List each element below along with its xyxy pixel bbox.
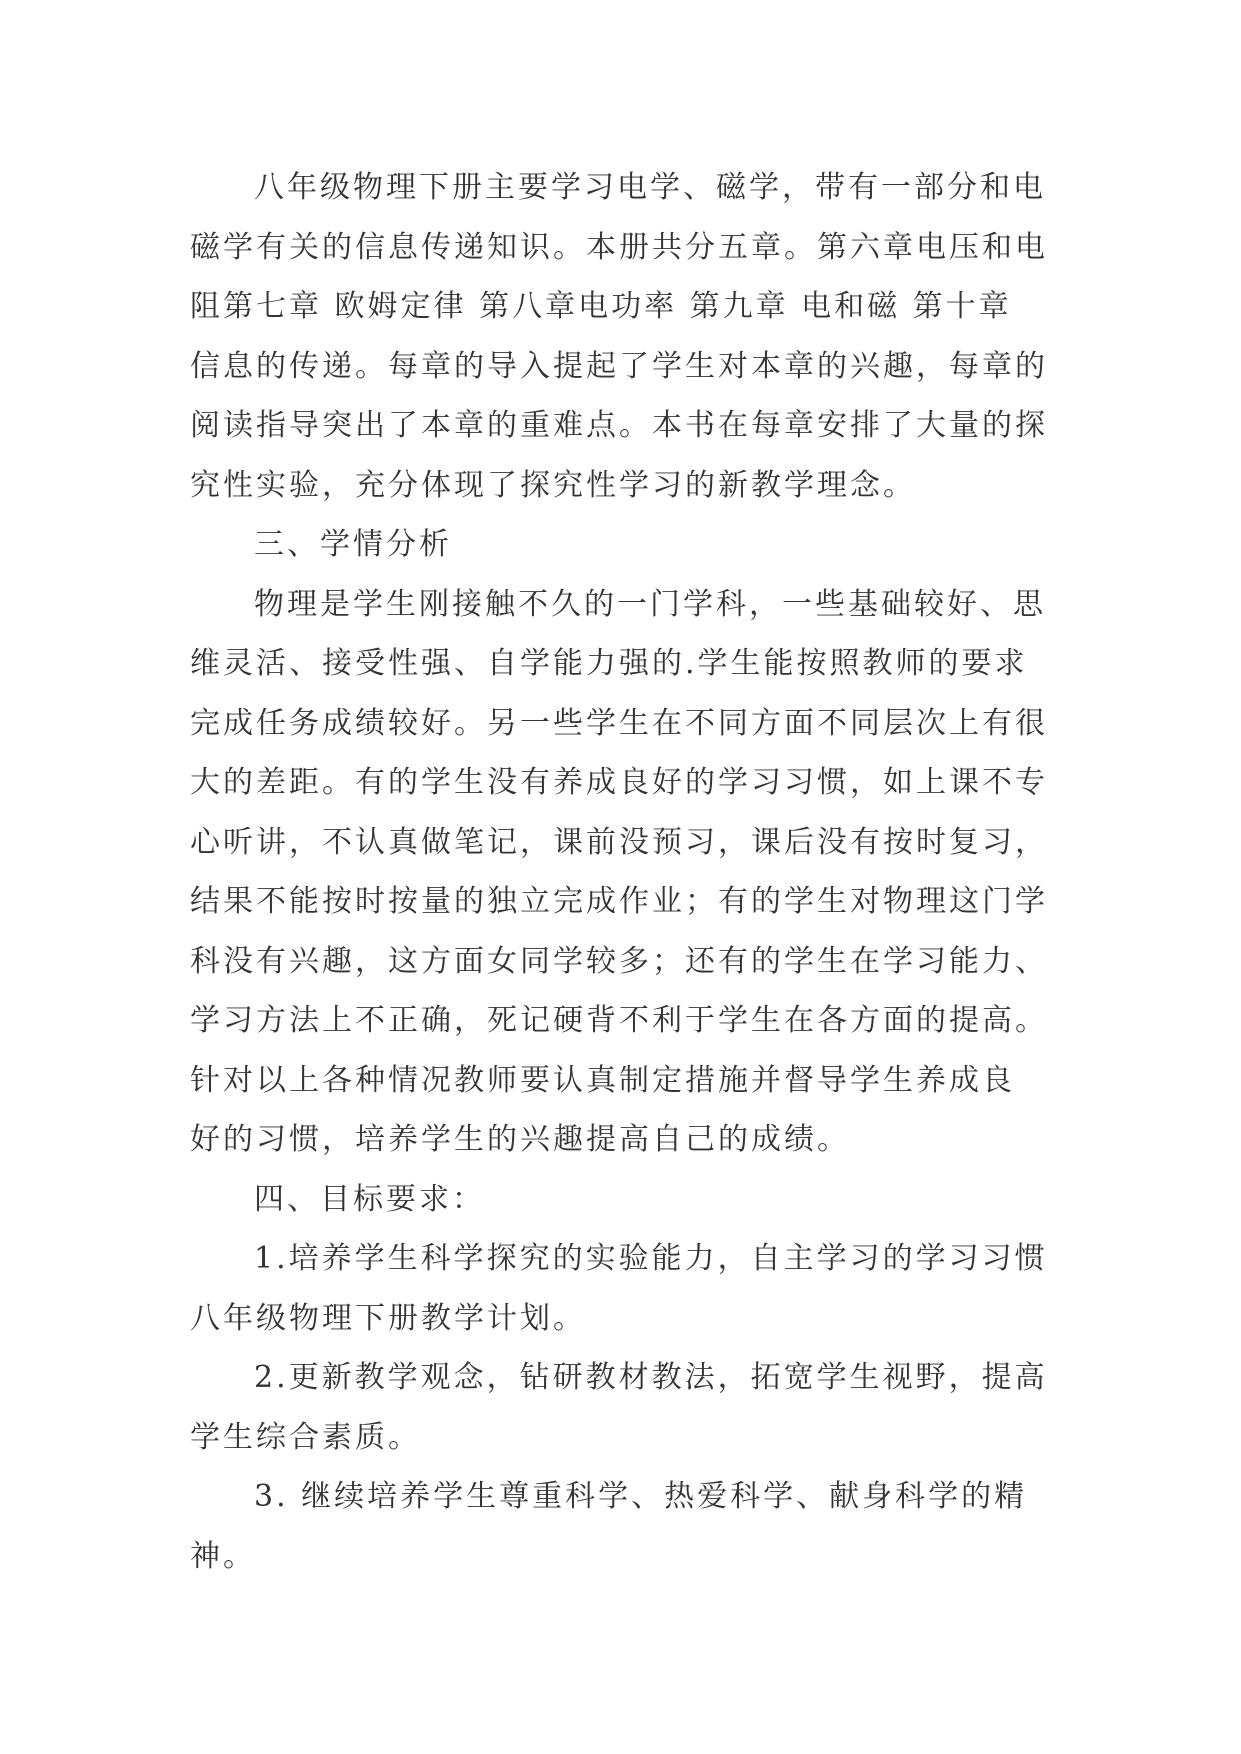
text-line: 磁学有关的信息传递知识。本册共分五章。第六章电压和电 <box>190 229 1048 265</box>
list-item-continuation: 学生综合素质。 <box>190 1419 421 1455</box>
list-item-continuation: 八年级物理下册教学计划。 <box>190 1300 586 1336</box>
text-line: 维灵活、接受性强、自学能力强的.学生能按照教师的要求 <box>190 646 1028 681</box>
list-item: 1.培养学生科学探究的实验能力，自主学习的学习习惯 <box>254 1241 1048 1276</box>
document-body <box>190 158 1062 1586</box>
section-heading: 四、目标要求： <box>254 1181 485 1217</box>
text-line: 八年级物理下册主要学习电学、磁学，带有一部分和电 <box>254 170 1046 205</box>
text-line: 物理是学生刚接触不久的一门学科，一些基础较好、思 <box>254 586 1046 622</box>
text-line: 好的习惯，培养学生的兴趣提高自己的成绩。 <box>190 1122 850 1157</box>
text-line: 心听讲，不认真做笔记，课前没预习，课后没有按时复习， <box>190 824 1048 860</box>
list-item: 3. 继续培养学生尊重科学、热爱科学、献身科学的精 <box>254 1479 1028 1514</box>
text-line: 针对以上各种情况教师要认真制定措施并督导学生养成良 <box>190 1062 1015 1098</box>
section-heading: 三、学情分析 <box>254 527 452 562</box>
text-line: 结果不能按时按量的独立完成作业；有的学生对物理这门学 <box>190 884 1048 919</box>
text-line: 信息的传递。每章的导入提起了学生对本章的兴趣，每章的 <box>190 348 1048 384</box>
list-item: 2.更新教学观念，钻研教材教法，拓宽学生视野，提高 <box>254 1360 1048 1395</box>
text-line: 学习方法上不正确，死记硬背不利于学生在各方面的提高。 <box>190 1003 1048 1038</box>
text-line: 科没有兴趣，这方面女同学较多；还有的学生在学习能力、 <box>190 943 1048 979</box>
text-line: 完成任务成绩较好。另一些学生在不同方面不同层次上有很 <box>190 705 1048 741</box>
text-line: 大的差距。有的学生没有养成良好的学习习惯，如上课不专 <box>190 765 1048 800</box>
text-line: 究性实验，充分体现了探究性学习的新教学理念。 <box>190 467 916 503</box>
text-line: 阅读指导突出了本章的重难点。本书在每章安排了大量的探 <box>190 408 1048 443</box>
text-line: 阻第七章 欧姆定律 第八章电功率 第九章 电和磁 第十章 <box>190 289 1012 324</box>
list-item-continuation: 神。 <box>190 1538 256 1574</box>
